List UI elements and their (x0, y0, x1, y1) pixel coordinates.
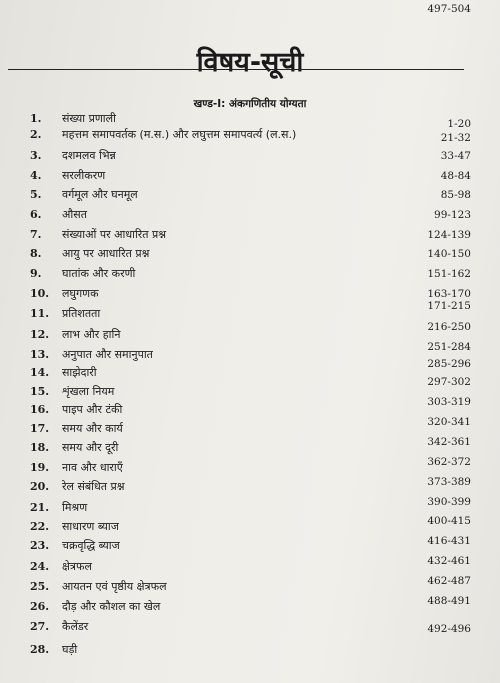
toc-entry (0, 376, 500, 401)
toc-entry-pages: 124-139 (427, 229, 471, 241)
toc-entry (0, 206, 500, 224)
toc-entry-title: घातांक और करणी (62, 267, 136, 280)
toc-entry-title: रेल संबंधित प्रश्न (62, 480, 125, 493)
toc-entry-title: दशमलव भिन्न (62, 149, 116, 162)
toc-entry (0, 618, 500, 636)
toc-entry-pages: 432-461 (427, 555, 471, 567)
toc-entry-number: 15. (30, 385, 50, 398)
section-heading: खण्ड-I: अंकगणितीय योग्यता (193, 98, 307, 110)
page-title: विषय-सूची (196, 47, 304, 78)
toc-entry-title: शृंखला नियम (62, 385, 115, 398)
toc-entry (0, 186, 500, 204)
toc-entry-title: वर्गमूल और घनमूल (62, 188, 138, 201)
toc-entry-number: 24. (30, 560, 50, 573)
toc-entry-number: 6. (30, 208, 42, 221)
toc-entry-number: 27. (30, 620, 50, 633)
toc-entry-number: 12. (30, 328, 50, 341)
toc-entry-title: संख्या प्रणाली (62, 112, 116, 125)
toc-entry-pages: 48-84 (440, 170, 471, 182)
toc-entry-pages: 342-361 (427, 436, 471, 448)
toc-entry-pages: 416-431 (427, 535, 471, 547)
toc-entry-pages: 1-20 (447, 118, 471, 130)
toc-entry-pages: 492-496 (427, 623, 471, 635)
toc-entry-title: नाव और धाराएँ (62, 461, 123, 474)
toc-entry-title: चक्रवृद्धि ब्याज (62, 539, 120, 552)
toc-entry-title: महत्तम समापवर्तक (म.स.) और लघुत्तम समापवर्त्य (ल.स.) (62, 128, 297, 141)
toc-entry-number: 21. (30, 501, 50, 514)
toc-entry (0, 226, 500, 244)
toc-entry-number: 16. (30, 403, 50, 416)
toc-entry-pages: 163-170 (427, 288, 471, 300)
toc-entry (0, 496, 500, 517)
toc-entry (0, 478, 500, 496)
toc-entry-title: संख्याओं पर आधारित प्रश्न (62, 228, 167, 241)
toc-entry (0, 285, 500, 303)
toc-entry-number: 17. (30, 422, 50, 435)
toc-entry-title: सरलीकरण (62, 169, 106, 182)
toc-entry-pages: 171-215 (427, 300, 471, 312)
toc-entry-pages: 488-491 (427, 595, 471, 607)
toc-entry-pages: 85-98 (440, 189, 471, 201)
toc-entry-title: लघुगणक (62, 287, 99, 300)
toc-entry-title: घड़ी (62, 643, 78, 656)
toc-entry-number: 28. (30, 643, 50, 656)
toc-entry-number: 23. (30, 539, 50, 552)
toc-entry-number: 5. (30, 188, 42, 201)
toc-entry-number: 18. (30, 441, 50, 454)
toc-entry-pages: 216-250 (427, 321, 471, 333)
toc-entry-pages: 21-32 (440, 132, 471, 144)
toc-entry-title: औसत (62, 208, 87, 221)
toc-entry (0, 358, 500, 382)
toc-entry (0, 300, 500, 323)
toc-entry-pages: 373-389 (427, 476, 471, 488)
toc-entry (0, 321, 500, 344)
toc-entry (0, 555, 500, 576)
toc-entry (0, 436, 500, 457)
toc-entry-number: 25. (30, 580, 50, 593)
toc-entry-number: 13. (30, 348, 50, 361)
toc-entry-pages: 151-162 (427, 268, 471, 280)
toc-entry (0, 456, 500, 477)
toc-entry-pages: 390-399 (427, 496, 471, 508)
toc-entry (0, 147, 500, 165)
toc-entry-number: 9. (30, 267, 42, 280)
toc-entry-title: आयतन एवं पृष्ठीय क्षेत्रफल (62, 580, 167, 593)
toc-entry-title: मिश्रण (62, 501, 88, 514)
toc-entry-title: क्षेत्रफल (62, 560, 92, 573)
toc-entry-pages: 33-47 (440, 150, 471, 162)
toc-entry-pages: 320-341 (427, 416, 471, 428)
toc-entry-pages: 140-150 (427, 248, 471, 260)
toc-entry-number: 22. (30, 520, 50, 533)
toc-entry-pages: 251-284 (427, 341, 471, 353)
toc-entry-number: 8. (30, 247, 42, 260)
toc-entry (0, 265, 500, 283)
toc-entry (0, 537, 500, 555)
toc-entry-number: 1. (30, 112, 42, 125)
toc-entry-title: पाइप और टंकी (62, 403, 123, 416)
toc-entry (0, 515, 500, 536)
toc-entry (0, 595, 500, 616)
toc-entry-number: 14. (30, 366, 50, 379)
toc-entry-pages: 462-487 (427, 575, 471, 587)
toc-entry-number: 11. (30, 307, 50, 320)
toc-entry-pages: 303-319 (427, 396, 471, 408)
toc-entry (0, 341, 500, 364)
toc-entry-pages: 297-302 (427, 376, 471, 388)
toc-entry-pages: 285-296 (427, 358, 471, 370)
toc-entry-title: आयु पर आधारित प्रश्न (62, 247, 150, 260)
toc-entry (0, 126, 500, 144)
toc-entry-title: साझेदारी (62, 366, 97, 379)
toc-entry-number: 20. (30, 480, 50, 493)
toc-entry-number: 10. (30, 287, 50, 300)
toc-entry-number: 2. (30, 128, 42, 141)
toc-entry-title: समय और दूरी (62, 441, 119, 454)
toc-entry-pages: 99-123 (434, 209, 471, 221)
toc-entry-title: प्रतिशतता (62, 307, 101, 320)
toc-entry-number: 3. (30, 149, 42, 162)
toc-entry-title: अनुपात और समानुपात (62, 348, 153, 361)
toc-entry (0, 575, 500, 596)
toc-entry-pages: 362-372 (427, 456, 471, 468)
toc-entry (0, 167, 500, 185)
toc-entry-pages: 400-415 (427, 515, 471, 527)
toc-entry (0, 396, 500, 419)
toc-entry-title: कैलेंडर (62, 620, 89, 633)
toc-entry-number: 7. (30, 228, 42, 241)
toc-entry-title: लाभ और हानि (62, 328, 121, 341)
toc-entry-pages: 497-504 (427, 3, 471, 15)
toc-entry-number: 4. (30, 169, 42, 182)
toc-entry-title: साधारण ब्याज (62, 520, 119, 533)
toc-entry (0, 416, 500, 438)
toc-entry-number: 19. (30, 461, 50, 474)
toc-entry-title: समय और कार्य (62, 422, 123, 435)
toc-entry-title: दौड़ और कौशल का खेल (62, 600, 161, 613)
toc-entry (0, 245, 500, 263)
toc-entry-number: 26. (30, 600, 50, 613)
